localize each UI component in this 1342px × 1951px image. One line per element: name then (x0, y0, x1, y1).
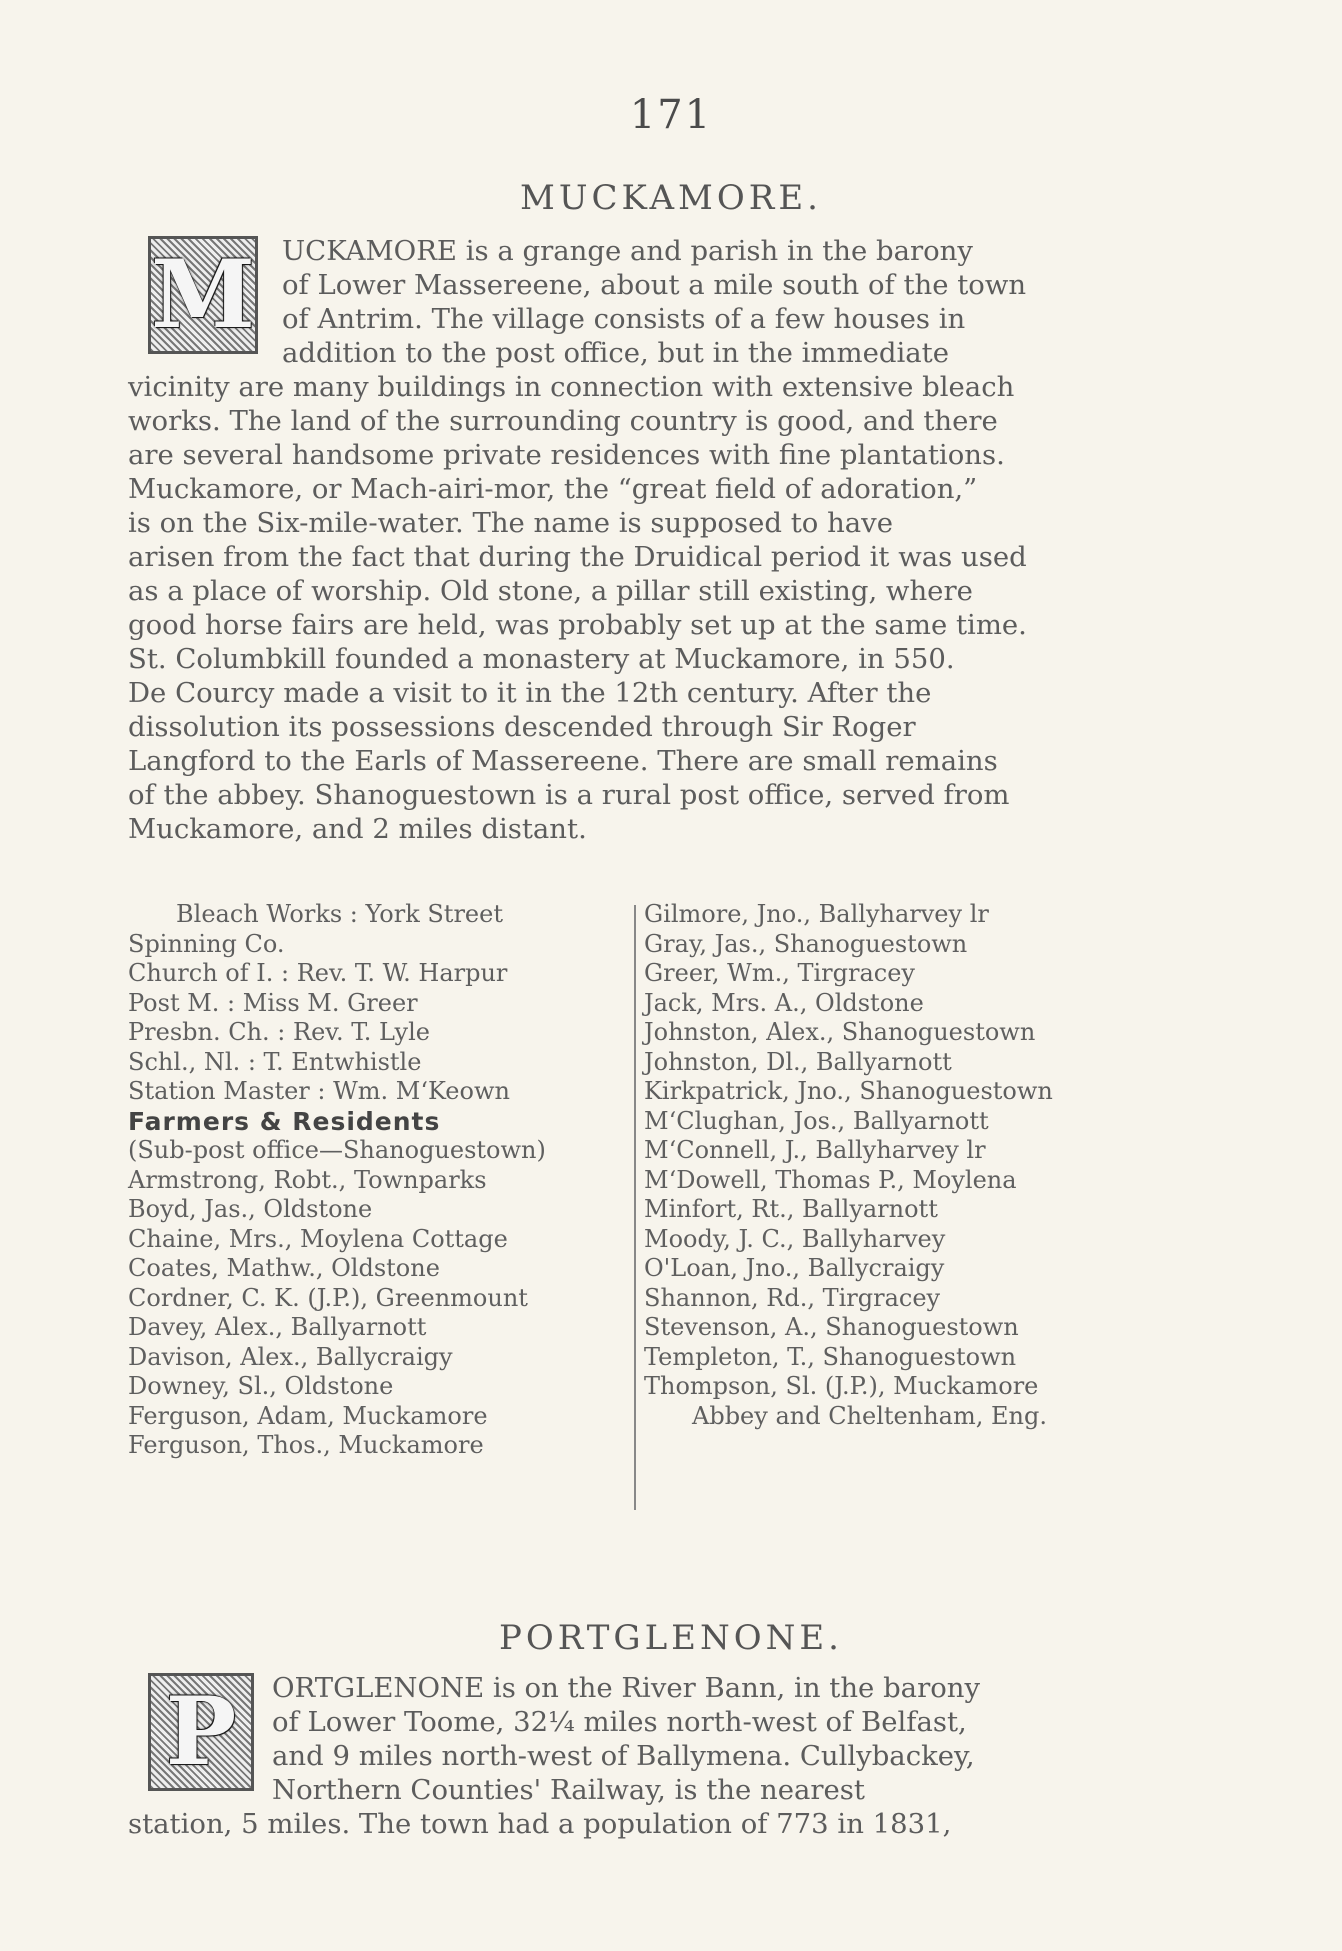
text-line: ORTGLENONE is on the River Bann, in the barony (272, 1672, 981, 1704)
directory-entry: O'Loan, Jno., Ballycraigy (644, 1254, 945, 1282)
section-title-muckamore: MUCKAMORE. (520, 178, 822, 218)
text-line: are several handsome private residences with fine plantations. (128, 439, 1005, 471)
text-line: addition to the post office, but in the immediate (282, 337, 949, 369)
muckamore-intro-indented (282, 234, 1202, 370)
text-line: Langford to the Earls of Massereene. There are small remains (128, 745, 998, 777)
muckamore-paragraph (128, 370, 1202, 846)
text-line: of Antrim. The village consists of a few houses in (282, 303, 966, 335)
column-divider (634, 905, 636, 1510)
text-line: of Lower Toome, 32¼ miles north-west of Belfast, (272, 1706, 967, 1738)
section-title-portglenone: PORTGLENONE. (499, 1618, 843, 1658)
directory-entry: Cordner, C. K. (J.P.), Greenmount (128, 1283, 528, 1312)
directory-entry: Greer, Wm., Tirgracey (644, 959, 915, 987)
text-line: is on the Six-mile-water. The name is supposed to have (128, 507, 893, 539)
directory-entry: Gilmore, Jno., Ballyharvey lr (644, 900, 989, 928)
directory-entry: Kirkpatrick, Jno., Shanoguestown (644, 1077, 1053, 1105)
drop-cap-m (148, 236, 258, 354)
directory-entry: Chaine, Mrs., Moylena Cottage (128, 1224, 508, 1253)
portglenone-paragraph (128, 1807, 1202, 1841)
directory-entry: Johnston, Dl., Ballyarnott (644, 1047, 952, 1076)
directory-right-column (644, 900, 1224, 1431)
text-line: as a place of worship. Old stone, a pillar still existing, where (128, 575, 973, 607)
directory-entry: Church of I. : Rev. T. W. Harpur (128, 959, 508, 987)
directory-entry: M‘Clughan, Jos., Ballyarnott (644, 1106, 989, 1135)
directory-entry: Boyd, Jas., Oldstone (128, 1195, 373, 1223)
directory-entry: M‘Connell, J., Ballyharvey lr (644, 1136, 986, 1164)
directory-entry: Johnston, Alex., Shanoguestown (644, 1018, 1036, 1046)
directory-entry: Moody, J. C., Ballyharvey (644, 1224, 946, 1253)
directory-entry: Jack, Mrs. A., Oldstone (644, 988, 924, 1017)
drop-cap-letter: P (165, 1677, 237, 1787)
text-line: of the abbey. Shanoguestown is a rural post office, served from (128, 779, 1010, 811)
directory-entry: Armstrong, Robt., Townparks (128, 1165, 487, 1194)
text-line: arisen from the fact that during the Druidical period it was used (128, 541, 1027, 573)
directory-entry: Gray, Jas., Shanoguestown (644, 929, 968, 958)
directory-entry: Stevenson, A., Shanoguestown (644, 1313, 1019, 1341)
text-line: vicinity are many buildings in connection with extensive bleach (128, 371, 1015, 403)
drop-cap-p (148, 1673, 254, 1791)
directory-entry: (Sub-post office—Shanoguestown) (128, 1136, 546, 1164)
directory-entry: Schl., Nl. : T. Entwhistle (128, 1047, 422, 1076)
directory-entry: Minfort, Rt., Ballyarnott (644, 1195, 938, 1223)
text-line: De Courcy made a visit to it in the 12th century. After the (128, 677, 932, 709)
drop-cap-letter: M (150, 240, 256, 350)
text-line: and 9 miles north-west of Ballymena. Cullybackey, (272, 1740, 975, 1772)
text-line: of Lower Massereene, about a mile south of the town (282, 269, 1027, 301)
text-line: Muckamore, and 2 miles distant. (128, 813, 587, 845)
directory-entry: Davey, Alex., Ballyarnott (128, 1313, 427, 1341)
directory-left-column (128, 900, 608, 1461)
portglenone-intro-indented (272, 1671, 1202, 1807)
text-line: dissolution its possessions descended through Sir Roger (128, 711, 916, 743)
directory-entry: Thompson, Sl. (J.P.), Muckamore (644, 1372, 1039, 1400)
directory-entry: Station Master : Wm. M‘Keown (128, 1077, 510, 1105)
text-line: good horse fairs are held, was probably set up at the same time. (128, 609, 1027, 641)
directory-entry: Downey, Sl., Oldstone (128, 1372, 394, 1400)
text-line: UCKAMORE is a grange and parish in the barony (282, 235, 973, 267)
directory-entry: M‘Dowell, Thomas P., Moylena (644, 1165, 1017, 1194)
page-number: 171 (629, 92, 713, 138)
directory-entry: Abbey and Cheltenham, Eng. (692, 1401, 1047, 1430)
text-line: Muckamore, or Mach-airi-mor, the “great field of adoration,” (128, 473, 978, 505)
text-line: works. The land of the surrounding country is good, and there (128, 405, 998, 437)
text-line: St. Columbkill founded a monastery at Muckamore, in 550. (128, 643, 955, 675)
directory-entry: Ferguson, Adam, Muckamore (128, 1401, 488, 1430)
directory-entry: Davison, Alex., Ballycraigy (128, 1342, 453, 1371)
directory-entry: Bleach Works : York Street (176, 900, 503, 928)
directory-heading: Farmers & Residents (128, 1106, 441, 1136)
directory-entry: Coates, Mathw., Oldstone (128, 1254, 440, 1282)
directory-entry: Ferguson, Thos., Muckamore (128, 1431, 484, 1459)
text-line: station, 5 miles. The town had a population of 773 in 1831, (128, 1808, 952, 1840)
directory-entry: Spinning Co. (128, 929, 285, 958)
text-line: Northern Counties' Railway, is the nearest (272, 1774, 865, 1806)
directory-entry: Shannon, Rd., Tirgracey (644, 1283, 941, 1312)
directory-entry: Post M. : Miss M. Greer (128, 988, 418, 1017)
directory-entry: Presbn. Ch. : Rev. T. Lyle (128, 1018, 430, 1046)
directory-entry: Templeton, T., Shanoguestown (644, 1342, 1017, 1371)
